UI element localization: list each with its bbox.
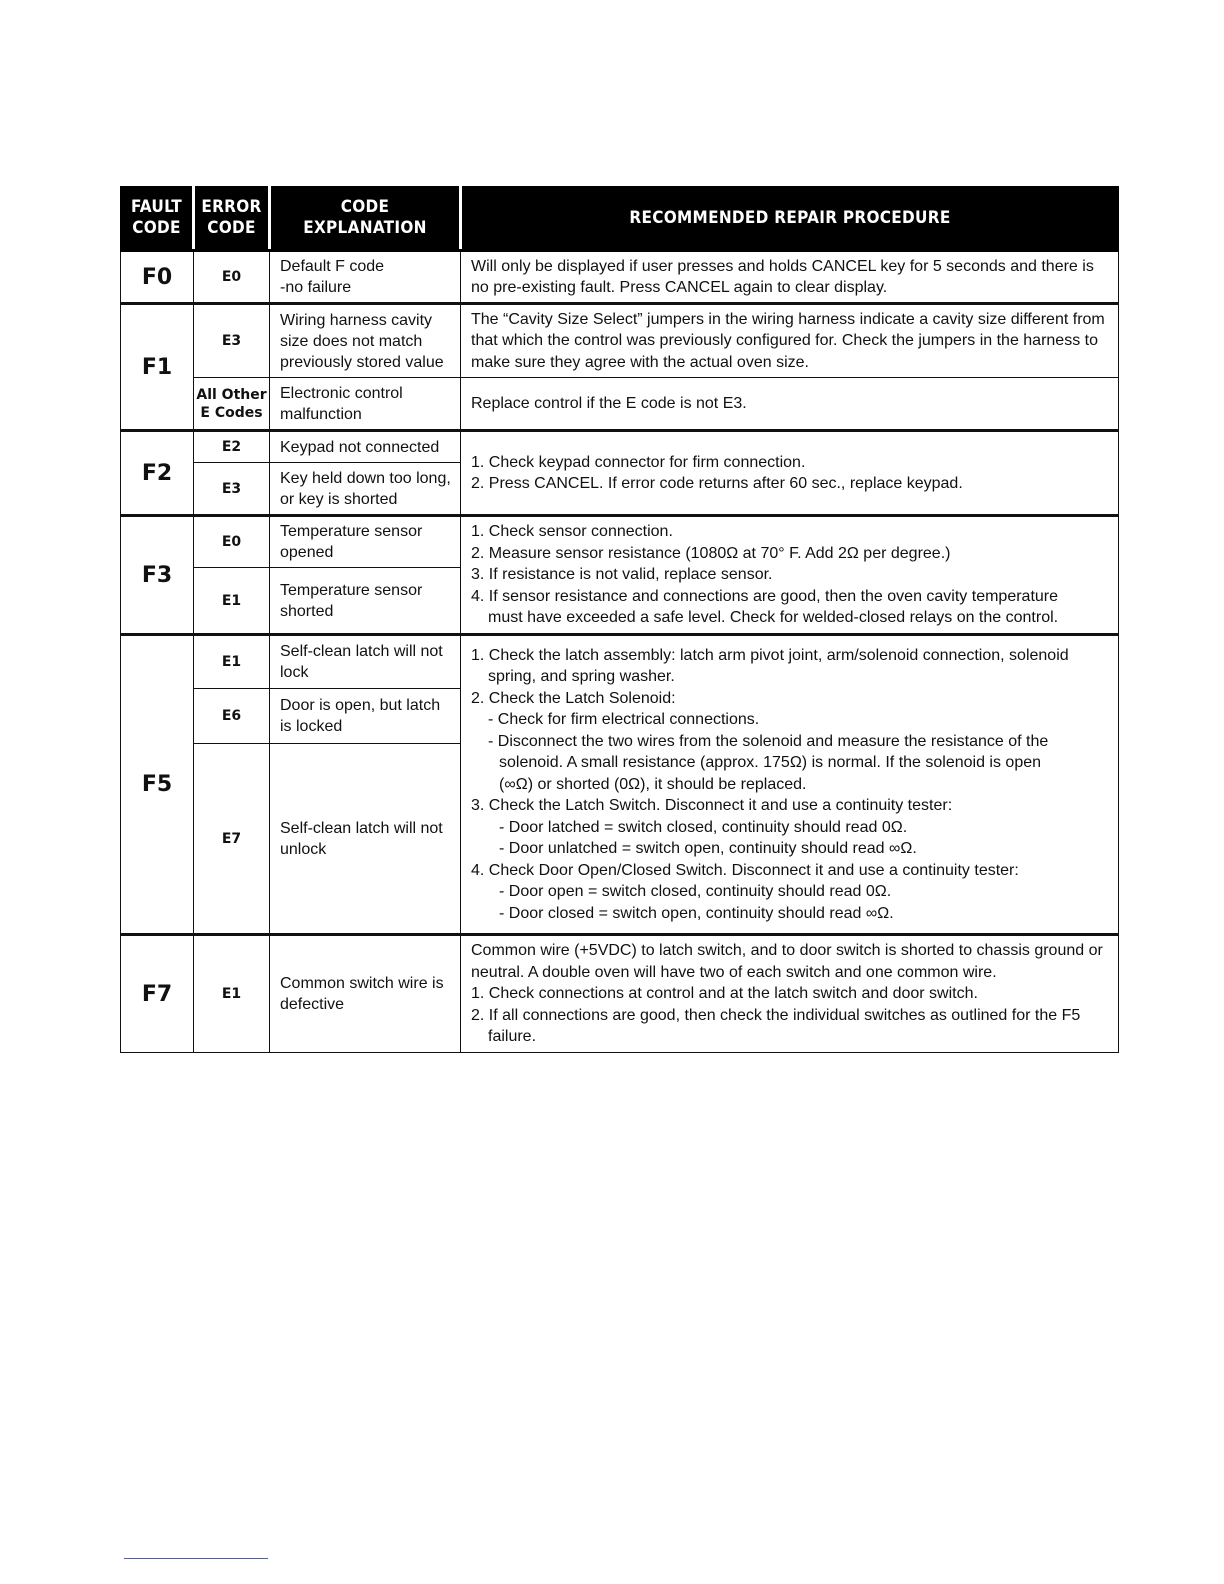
code-explanation: Door is open, but latch is locked bbox=[270, 689, 461, 744]
error-code: E1 bbox=[194, 635, 270, 689]
table-row bbox=[121, 935, 1119, 1053]
header-error-code-line2: CODE bbox=[207, 218, 256, 238]
error-code: E2 bbox=[194, 431, 270, 463]
fault-code-f2: F2 bbox=[121, 431, 194, 516]
fault-code-f3: F3 bbox=[121, 516, 194, 635]
repair-procedure bbox=[461, 635, 1119, 935]
procedure-step: - Disconnect the two wires from the solenoid and measure the resistance of the bbox=[488, 732, 1049, 750]
procedure-step: 1. Check the latch assembly: latch arm pivot joint, arm/solenoid connection, solenoid bbox=[471, 646, 1069, 664]
code-explanation: Temperature sensor opened bbox=[270, 516, 461, 568]
procedure-step: - Door open = switch closed, continuity should read 0Ω. bbox=[499, 883, 892, 901]
code-explanation: Self-clean latch will not lock bbox=[270, 635, 461, 689]
error-code: E0 bbox=[194, 516, 270, 568]
table-row bbox=[121, 304, 1119, 378]
table-row bbox=[121, 431, 1119, 463]
repair-procedure: Will only be displayed if user presses and holds CANCEL key for 5 seconds and there is no pre-existing fault. Press CANCEL again to clear display. bbox=[461, 251, 1119, 304]
table-row bbox=[121, 251, 1119, 304]
error-code: E0 bbox=[194, 251, 270, 304]
code-explanation: Self-clean latch will not unlock bbox=[270, 744, 461, 935]
repair-procedure bbox=[461, 516, 1119, 635]
fault-code-f0: F0 bbox=[121, 251, 194, 304]
error-code-line: E Codes bbox=[200, 404, 263, 421]
error-code bbox=[194, 378, 270, 431]
table-row bbox=[121, 635, 1119, 689]
procedure-step: 1. Check keypad connector for firm connection. bbox=[471, 453, 806, 471]
header-code-explanation-line1: CODE bbox=[340, 197, 390, 217]
procedure-step: - Door unlatched = switch open, continuity should read ∞Ω. bbox=[499, 840, 917, 858]
repair-procedure bbox=[461, 935, 1119, 1053]
procedure-step: 1. Check connections at control and at the latch switch and door switch. bbox=[471, 985, 978, 1003]
procedure-step: - Door closed = switch open, continuity should read ∞Ω. bbox=[499, 904, 894, 922]
error-code: E1 bbox=[194, 935, 270, 1053]
procedure-step: spring, and spring washer. bbox=[488, 668, 675, 686]
code-explanation: Keypad not connected bbox=[270, 431, 461, 463]
code-explanation: Wiring harness cavity size does not match previously stored value bbox=[270, 304, 461, 378]
procedure-step: 4. If sensor resistance and connections are good, then the oven cavity temperature bbox=[471, 587, 1059, 605]
header-fault-code-line2: CODE bbox=[132, 218, 181, 238]
code-explanation: Electronic control malfunction bbox=[270, 378, 461, 431]
procedure-step: (∞Ω) or shorted (0Ω), it should be replaced. bbox=[499, 775, 807, 793]
procedure-step: 2. Measure sensor resistance (1080Ω at 70° F. Add 2Ω per degree.) bbox=[471, 544, 951, 562]
header-error-code bbox=[194, 187, 270, 251]
code-explanation: Common switch wire is defective bbox=[270, 935, 461, 1053]
error-code: E3 bbox=[194, 304, 270, 378]
error-code: E1 bbox=[194, 568, 270, 635]
fault-code-table bbox=[120, 186, 1119, 1053]
procedure-step: 1. Check sensor connection. bbox=[471, 523, 673, 541]
table-row bbox=[121, 516, 1119, 568]
header-code-explanation bbox=[270, 187, 461, 251]
header-fault-code-line1: FAULT bbox=[130, 197, 183, 217]
repair-procedure: The “Cavity Size Select” jumpers in the wiring harness indicate a cavity size different from that which the control was previously configured for. Check the jumpers in the harness to make sure they agree with the actual oven size. bbox=[461, 304, 1119, 378]
error-code: E7 bbox=[194, 744, 270, 935]
procedure-step: Common wire (+5VDC) to latch switch, and to door switch is shorted to chassis ground or neutral. A double oven will have two of each switch and one common wire. bbox=[471, 942, 1103, 981]
error-code-line: All Other bbox=[196, 386, 267, 403]
procedure-step: solenoid. A small resistance (approx. 175Ω) is normal. If the solenoid is open bbox=[499, 754, 1042, 772]
repair-procedure: Replace control if the E code is not E3. bbox=[461, 378, 1119, 431]
error-code: E6 bbox=[194, 689, 270, 744]
fault-code-f1: F1 bbox=[121, 304, 194, 431]
code-explanation: Temperature sensor shorted bbox=[270, 568, 461, 635]
procedure-step: - Check for firm electrical connections. bbox=[488, 711, 760, 729]
repair-procedure bbox=[461, 431, 1119, 516]
fault-code-f5: F5 bbox=[121, 635, 194, 935]
procedure-step: - Door latched = switch closed, continuity should read 0Ω. bbox=[499, 818, 908, 836]
procedure-step: 2. Check the Latch Solenoid: bbox=[471, 689, 676, 707]
table-header-row bbox=[121, 187, 1119, 251]
procedure-step: 2. If all connections are good, then check the individual switches as outlined for the F5 bbox=[471, 1006, 1081, 1024]
procedure-step: failure. bbox=[488, 1028, 537, 1046]
header-code-explanation-line2: EXPLANATION bbox=[303, 218, 427, 238]
header-procedure: RECOMMENDED REPAIR PROCEDURE bbox=[461, 187, 1119, 251]
table-row bbox=[121, 378, 1119, 431]
procedure-step: 3. Check the Latch Switch. Disconnect it and use a continuity tester: bbox=[471, 797, 953, 815]
header-fault-code bbox=[121, 187, 194, 251]
procedure-step: must have exceeded a safe level. Check for welded-closed relays on the control. bbox=[488, 609, 1059, 627]
fault-code-f7: F7 bbox=[121, 935, 194, 1053]
error-code: E3 bbox=[194, 463, 270, 516]
footer-divider bbox=[124, 1558, 268, 1559]
procedure-step: 3. If resistance is not valid, replace sensor. bbox=[471, 566, 773, 584]
code-explanation bbox=[270, 251, 461, 304]
explanation-line: Default F code bbox=[280, 258, 385, 275]
explanation-line: -no failure bbox=[280, 279, 352, 296]
header-error-code-line1: ERROR bbox=[201, 197, 262, 217]
procedure-step: 2. Press CANCEL. If error code returns after 60 sec., replace keypad. bbox=[471, 475, 963, 492]
procedure-step: 4. Check Door Open/Closed Switch. Disconnect it and use a continuity tester: bbox=[471, 861, 1019, 879]
code-explanation: Key held down too long, or key is shorted bbox=[270, 463, 461, 516]
